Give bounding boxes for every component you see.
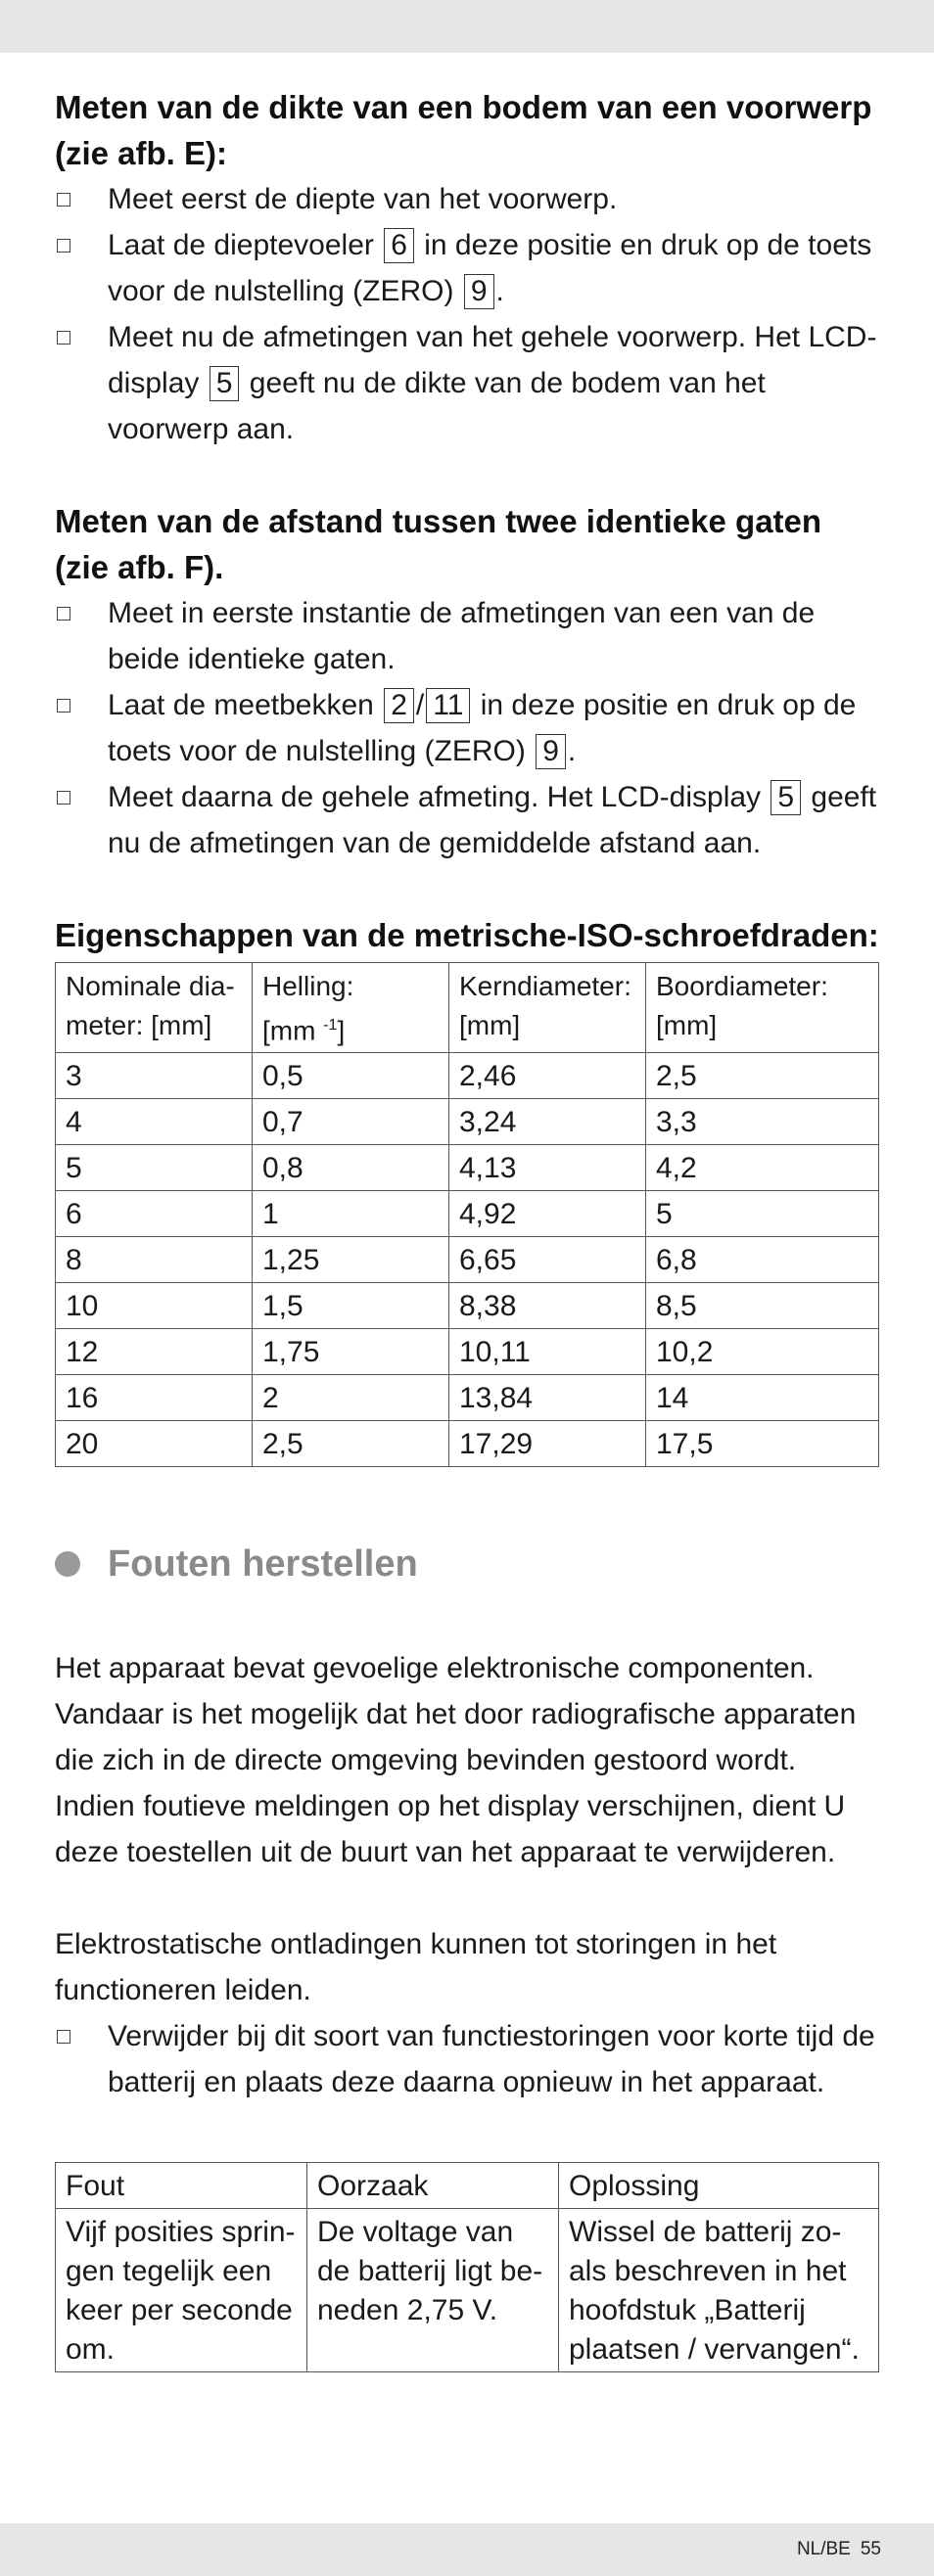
table-cell: 10,2 <box>646 1329 879 1375</box>
table-row <box>56 1237 879 1283</box>
table-cell: 1,75 <box>253 1329 449 1375</box>
table-row <box>56 1145 879 1191</box>
bullet-text: geeft nu de afmetingen van de gemiddelde afstand aan. <box>108 781 877 859</box>
section-bottom-thickness <box>55 84 881 452</box>
table-cell: 2,5 <box>253 1421 449 1467</box>
table-cell: 8,38 <box>449 1283 646 1329</box>
table-cell: 5 <box>56 1145 253 1191</box>
table-row <box>56 1283 879 1329</box>
bullet-list <box>55 176 881 452</box>
footer-language: NL/BE <box>796 2539 851 2559</box>
column-header: Fout <box>56 2163 307 2209</box>
table-row <box>56 1421 879 1467</box>
bullet-text: Meet nu de afmetingen van het gehele voorwerp. Het LCD-display <box>108 321 877 399</box>
table-cell: 2,5 <box>646 1053 879 1099</box>
section-hole-distance <box>55 498 881 866</box>
table-row <box>56 1099 879 1145</box>
top-bar <box>0 0 934 53</box>
reference-number: 6 <box>384 228 414 263</box>
list-item <box>55 314 881 452</box>
reference-number: 2 <box>384 688 414 723</box>
bullet-text: Meet in eerste instantie de afmetingen van een van de beide identieke gaten. <box>108 597 816 675</box>
table-cell: 4,2 <box>646 1145 879 1191</box>
table-cell: 4 <box>56 1099 253 1145</box>
header-text: ] <box>337 1015 346 1046</box>
table-cell: 0,5 <box>253 1053 449 1099</box>
reference-number: 5 <box>771 780 801 815</box>
table-cell: 8 <box>56 1237 253 1283</box>
table-row <box>56 1053 879 1099</box>
checkbox-icon <box>57 2030 70 2044</box>
paragraph: Elektrostatische ontladingen kunnen tot storingen in het functioneren leiden. <box>55 1928 777 2007</box>
list-item <box>55 222 881 314</box>
table-cell: De voltage van de batterij ligt be-neden 2,75 V. <box>307 2209 559 2372</box>
checkbox-icon <box>57 607 70 621</box>
table-row <box>56 1329 879 1375</box>
table-cell: 8,5 <box>646 1283 879 1329</box>
page-number: 55 <box>860 2539 881 2559</box>
list-item <box>55 590 881 682</box>
table-cell: 4,13 <box>449 1145 646 1191</box>
table-cell: 0,7 <box>253 1099 449 1145</box>
header-text: [mm <box>262 1015 316 1046</box>
table-cell: 17,29 <box>449 1421 646 1467</box>
table-cell: 12 <box>56 1329 253 1375</box>
table-cell: 10 <box>56 1283 253 1329</box>
table-cell: 3,3 <box>646 1099 879 1145</box>
table-cell: 6,8 <box>646 1237 879 1283</box>
reference-number: 9 <box>464 274 494 309</box>
table-row <box>56 1375 879 1421</box>
column-header: Kerndiameter: [mm] <box>449 963 646 1053</box>
separator: / <box>415 689 425 721</box>
section-iso-threads <box>55 912 881 1467</box>
table-row <box>56 1191 879 1237</box>
reference-number: 11 <box>426 688 470 723</box>
table-header-row <box>56 963 879 1053</box>
bullet-text: in deze positie en druk op de toets voor de nulstelling (ZERO) <box>108 229 872 307</box>
table-header-row <box>56 2163 879 2209</box>
table-cell: 4,92 <box>449 1191 646 1237</box>
table-cell: 2 <box>253 1375 449 1421</box>
section-heading: Meten van de afstand tussen twee identieke gaten (zie afb. F). <box>55 503 822 585</box>
bullet-list <box>55 2013 881 2105</box>
list-item <box>55 176 881 222</box>
column-header: Oplossing <box>559 2163 879 2209</box>
table-cell: 20 <box>56 1421 253 1467</box>
column-header: Boordiameter: [mm] <box>646 963 879 1053</box>
table-row <box>56 2209 879 2372</box>
table-cell: 0,8 <box>253 1145 449 1191</box>
iso-thread-table <box>55 962 879 1467</box>
header-superscript: -1 <box>323 1017 338 1034</box>
bullet-dot-icon <box>55 1551 80 1577</box>
bullet-text: geeft nu de dikte van de bodem van het voorwerp aan. <box>108 367 766 445</box>
list-item <box>55 774 881 866</box>
footer-bar <box>0 2523 934 2576</box>
bullet-text: Laat de dieptevoeler <box>108 229 374 261</box>
table-cell: Wissel de batterij zo-als beschreven in het hoofdstuk „Batterij plaatsen / vervangen“. <box>559 2209 879 2372</box>
table-cell: 1,5 <box>253 1283 449 1329</box>
troubleshooting-table <box>55 2162 879 2372</box>
checkbox-icon <box>57 239 70 253</box>
bullet-text: Laat de meetbekken <box>108 689 374 721</box>
section-heading: Eigenschappen van de metrische-ISO-schroefdraden: <box>55 917 879 953</box>
column-header: Nominale dia-meter: [mm] <box>56 963 253 1053</box>
bullet-text: Meet eerst de diepte van het voorwerp. <box>108 183 618 215</box>
paragraph: Het apparaat bevat gevoelige elektronische componenten. Vandaar is het mogelijk dat het door radiografische apparaten die zich in de directe omgeving bevinden gestoord wordt. Indien foutieve meldingen op het display verschijnen, dient U deze toestellen uit de buurt van het apparaat te verwijderen. <box>55 1652 857 1869</box>
list-item <box>55 682 881 774</box>
reference-number: 5 <box>210 366 240 401</box>
table-cell: 10,11 <box>449 1329 646 1375</box>
table-cell: 3,24 <box>449 1099 646 1145</box>
table-cell: 5 <box>646 1191 879 1237</box>
bullet-list <box>55 590 881 866</box>
reference-number: 9 <box>536 734 566 769</box>
table-cell: Vijf posities sprin-gen tegelijk een keer per seconde om. <box>56 2209 307 2372</box>
table-cell: 1,25 <box>253 1237 449 1283</box>
header-text: Helling: <box>262 971 354 1001</box>
column-header <box>253 963 449 1053</box>
bullet-text: in deze positie en druk op de toets voor de nulstelling (ZERO) <box>108 689 857 767</box>
list-item <box>55 2013 881 2105</box>
table-cell: 13,84 <box>449 1375 646 1421</box>
checkbox-icon <box>57 331 70 345</box>
table-cell: 2,46 <box>449 1053 646 1099</box>
section-title: Fouten herstellen <box>108 1543 418 1586</box>
checkbox-icon <box>57 699 70 713</box>
table-cell: 3 <box>56 1053 253 1099</box>
table-cell: 6,65 <box>449 1237 646 1283</box>
table-cell: 1 <box>253 1191 449 1237</box>
table-cell: 16 <box>56 1375 253 1421</box>
bullet-text: Verwijder bij dit soort van functiestoringen voor korte tijd de batterij en plaats deze daarna opnieuw in het apparaat. <box>108 2020 875 2099</box>
bullet-text: Meet daarna de gehele afmeting. Het LCD-display <box>108 781 762 813</box>
section-title-troubleshooting <box>55 1540 881 1588</box>
checkbox-icon <box>57 193 70 207</box>
table-cell: 17,5 <box>646 1421 879 1467</box>
bullet-text: . <box>495 275 504 307</box>
footer <box>797 2539 881 2560</box>
section-heading: Meten van de dikte van een bodem van een voorwerp (zie afb. E): <box>55 89 872 171</box>
checkbox-icon <box>57 791 70 805</box>
column-header: Oorzaak <box>307 2163 559 2209</box>
page-content <box>55 84 881 2372</box>
table-cell: 6 <box>56 1191 253 1237</box>
table-cell: 14 <box>646 1375 879 1421</box>
bullet-text: . <box>567 735 577 767</box>
